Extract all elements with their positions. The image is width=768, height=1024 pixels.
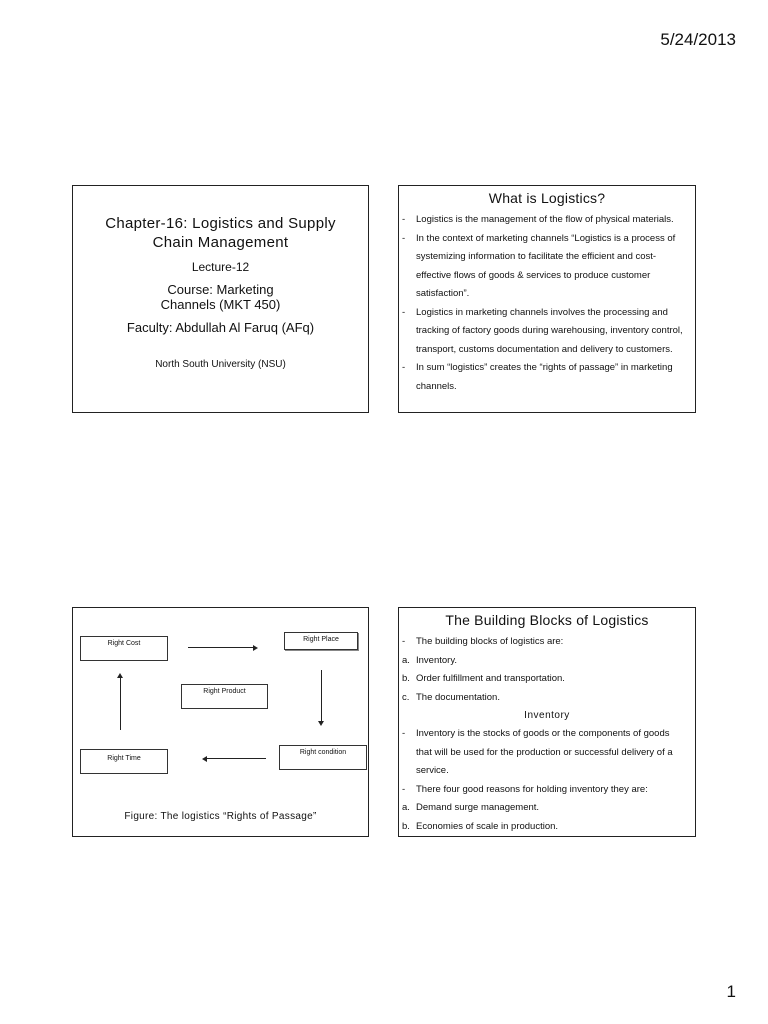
chapter-title: Chapter-16: Logistics and Supply Chain Management xyxy=(105,215,336,251)
slide-building-blocks xyxy=(398,607,696,837)
bullet-marker: - xyxy=(402,362,406,373)
faculty-label: Faculty: Abdullah Al Faruq (AFq) xyxy=(126,320,315,335)
box-right-condition: Right condition xyxy=(279,745,367,770)
bullet-list xyxy=(399,633,695,707)
lecture-label: Lecture-12 xyxy=(191,260,250,274)
arrow-line xyxy=(321,670,322,722)
list-item xyxy=(402,633,687,652)
bullet-text: The documentation. xyxy=(416,691,500,703)
page-number: 1 xyxy=(726,982,736,1001)
list-item xyxy=(402,304,687,360)
list-item xyxy=(402,652,687,671)
arrow-line xyxy=(207,758,266,759)
list-item xyxy=(402,818,687,837)
bullet-marker: b. xyxy=(402,820,410,832)
slide-heading: The Building Blocks of Logistics xyxy=(445,612,649,628)
page-date: 5/24/2013 xyxy=(660,30,736,49)
arrow-head-down-icon xyxy=(318,721,324,726)
arrow-line xyxy=(120,678,121,730)
box-right-time: Right Time xyxy=(80,749,168,774)
bullet-marker: a. xyxy=(402,654,410,666)
bullet-marker: - xyxy=(402,728,406,739)
figure-caption: Figure: The logistics “Rights of Passage” xyxy=(124,811,317,822)
bullet-text: Demand surge management. xyxy=(416,802,540,813)
bullet-list xyxy=(399,725,695,836)
arrow-head-up-icon xyxy=(117,673,123,678)
arrow-head-right-icon xyxy=(253,645,258,651)
slide-heading: What is Logistics? xyxy=(488,190,606,206)
list-item xyxy=(402,230,687,304)
slide-rights-of-passage xyxy=(72,607,369,837)
bullet-text: Inventory. xyxy=(416,654,458,666)
course-label: Course: Marketing Channels (MKT 450) xyxy=(160,282,281,312)
list-item xyxy=(402,799,687,818)
arrow-head-left-icon xyxy=(202,756,207,762)
bullet-marker: - xyxy=(402,232,406,244)
list-item xyxy=(402,725,687,781)
list-item xyxy=(402,670,687,689)
bullet-text: Economies of scale in production. xyxy=(416,820,559,832)
bullet-marker: - xyxy=(402,783,406,795)
list-item xyxy=(402,211,687,230)
box-right-product: Right Product xyxy=(181,684,268,709)
list-item xyxy=(402,689,687,708)
box-right-cost: Right Cost xyxy=(80,636,168,661)
bullet-marker: b. xyxy=(402,673,410,684)
bullet-marker: a. xyxy=(402,802,410,813)
bullet-text: In sum “logistics” creates the “rights of passage” in marketing channels. xyxy=(416,362,673,392)
bullet-text: Order fulfillment and transportation. xyxy=(416,673,565,684)
bullet-list xyxy=(399,211,695,396)
bullet-text: Logistics in marketing channels involves the processing and tracking of factory goods during warehousing, inventory control, transport, customs documentation and delivery to customers. xyxy=(416,306,683,355)
bullet-text: There four good reasons for holding inventory they are: xyxy=(416,783,648,795)
bullet-text: The building blocks of logistics are: xyxy=(416,636,564,647)
bullet-text: In the context of marketing channels “Logistics is a process of systemizing information to facilitate the efficient and cost-effective flows of goods & services to produce customer satisfaction”. xyxy=(416,232,676,299)
subheading: Inventory xyxy=(524,710,570,721)
slide-title xyxy=(72,185,369,413)
bullet-marker: - xyxy=(402,306,406,318)
bullet-marker: - xyxy=(402,214,406,225)
box-right-place: Right Place xyxy=(284,632,358,650)
university-label: North South University (NSU) xyxy=(155,359,286,370)
arrow-line xyxy=(188,647,254,648)
slide-what-is-logistics xyxy=(398,185,696,413)
list-item xyxy=(402,359,687,396)
list-item xyxy=(402,781,687,800)
bullet-text: Logistics is the management of the flow of physical materials. xyxy=(416,214,674,225)
bullet-marker: - xyxy=(402,636,406,647)
bullet-text: Inventory is the stocks of goods or the components of goods that will be used for the production or successful delivery of a service. xyxy=(416,728,673,776)
bullet-marker: c. xyxy=(402,691,410,703)
